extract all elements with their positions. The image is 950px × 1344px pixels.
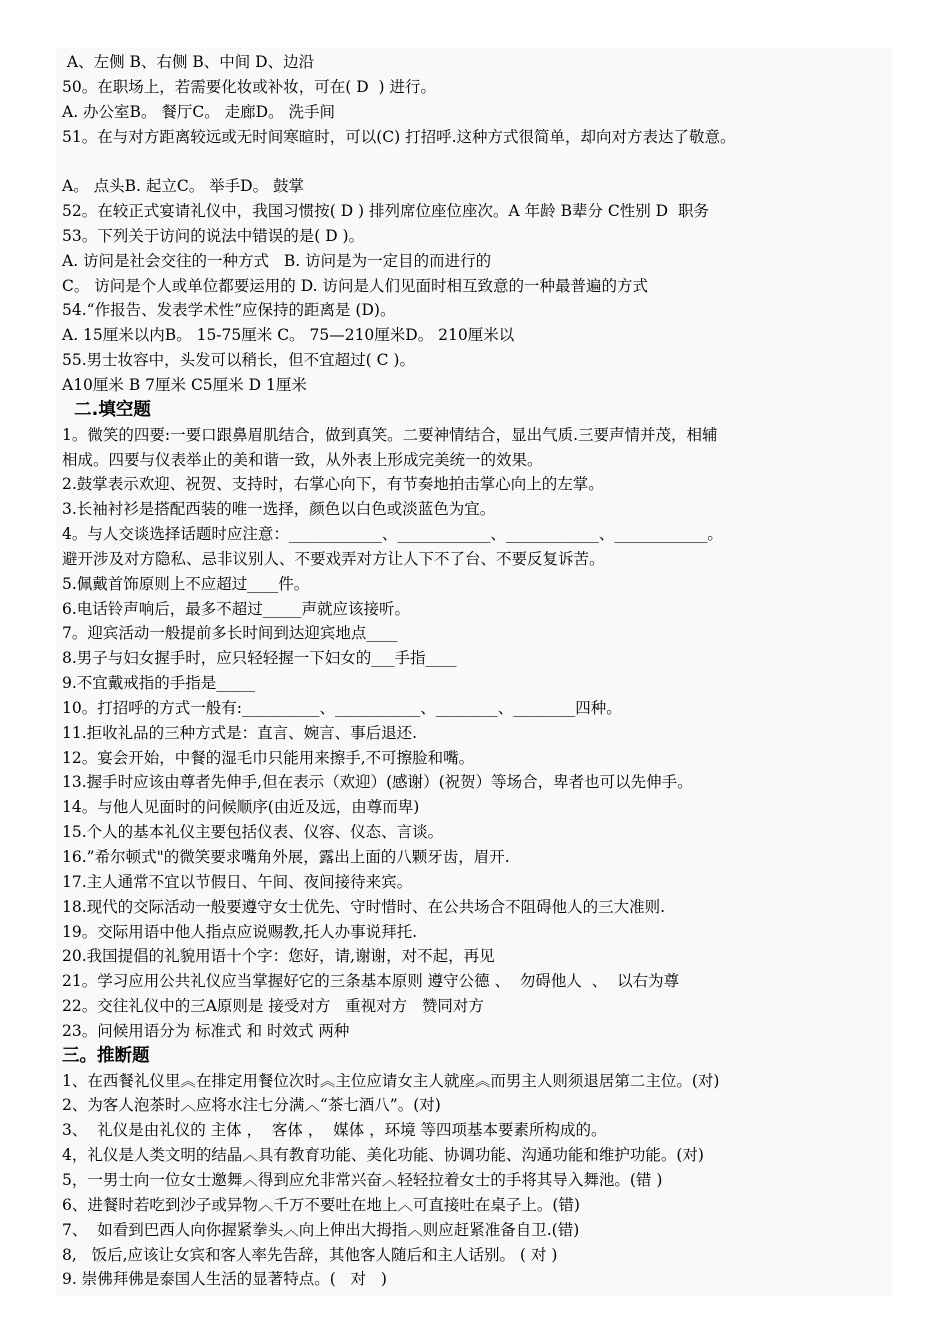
fill-item-1-continued: 相成。四要与仪表举止的美和谐一致，从外表上形成完美统一的效果。 [62,450,543,469]
fill-item-4: 4。与人交谈选择话题时应注意：____________、____________、____________、____________。 [62,525,723,544]
fill-item-17: 17.主人通常不宜以节假日、午间、夜间接待来宾。 [62,872,413,891]
fill-item-12: 12。宴会开始，中餐的湿毛巾只能用来擦手,不可擦脸和嘴。 [62,748,475,767]
question-54: 54.“作报告、发表学术性”应保持的距离是 (D)。 [62,301,396,320]
fill-item-10: 10。打招呼的方式一般有:__________、___________、________、________四种。 [62,698,622,717]
fill-item-11: 11.拒收礼品的三种方式是：直言、婉言、事后退还. [62,723,418,742]
fill-item-4-continued: 避开涉及对方隐私、忌非议别人、不要戏弄对方让人下不了台、不要反复诉苦。 [62,549,605,568]
judgment-item-1: 1、在西餐礼仪里︽在排定用餐位次时︽主位应请女主人就座︽而男主人则须退居第二主位。(对) [62,1071,720,1090]
question-53-options-ab: A. 访问是社会交往的一种方式 B. 访问是为一定目的而进行的 [62,251,492,270]
judgment-item-5: 5，一男士向一位女士邀舞︿得到应允非常兴奋︿轻轻拉着女士的手将其导入舞池。(错 ) [62,1170,663,1189]
fill-item-21: 21。学习应用公共礼仪应当掌握好它的三条基本原则 遵守公德 、 勿碍他人 、 以右为尊 [62,972,680,991]
fill-item-13: 13.握手时应该由尊者先伸手,但在表示（欢迎）(感谢）(祝贺）等场合，卑者也可以先伸手。 [62,773,693,792]
fill-item-14: 14。与他人见面时的问候顺序(由近及远，由尊而卑) [62,798,420,817]
fill-item-16: 16.”希尔顿式"的微笑要求嘴角外展，露出上面的八颗牙齿，眉开. [62,848,510,866]
fill-item-3: 3.长袖衬衫是搭配西装的唯一选择，颜色以白色或淡蓝色为宜。 [62,500,496,519]
section-heading-judgment: 三。推断题 [62,1045,150,1066]
fill-item-5: 5.佩戴首饰原则上不应超过____件。 [62,574,310,593]
question-49-options: A、左侧 B、右侧 B、中间 D、边沿 [62,53,315,71]
question-50: 50。在职场上，若需要化妆或补妆，可在( D ) 进行。 [62,77,436,96]
question-53-options-cd: C。 访问是个人或单位都要运用的 D. 访问是人们见面时相互致意的一种最普遍的方式 [62,276,648,295]
fill-item-8: 8.男子与妇女握手时，应只轻轻握一下妇女的___手指____ [62,649,457,668]
question-55-options: A10厘米 B 7厘米 C5厘米 D 1厘米 [62,375,307,394]
judgment-item-6: 6、进餐时若吃到沙子或异物︿千万不要吐在地上︿可直接吐在桌子上。(错) [62,1195,580,1214]
judgment-item-3: 3、 礼仪是由礼仪的 主体 ， 客体 ， 媒体 ，环境 等四项基本要素所构成的。 [62,1121,607,1140]
fill-item-22: 22。交往礼仪中的三A原则是 接受对方 重视对方 赞同对方 [62,997,484,1016]
fill-item-23: 23。问候用语分为 标准式 和 时效式 两种 [62,1021,350,1040]
fill-item-20: 20.我国提倡的礼貌用语十个字：您好，请,谢谢，对不起，再见 [62,947,495,966]
fill-item-15: 15.个人的基本礼仪主要包括仪表、仪容、仪态、言谈。 [62,823,444,842]
section-heading-fill-in: 二.填空题 [62,399,151,420]
fill-item-7: 7。迎宾活动一般提前多长时间到达迎宾地点____ [62,624,398,643]
judgment-item-2: 2、为客人泡茶时︿应将水注七分满︿“茶七酒八”。(对) [62,1096,441,1115]
fill-item-18: 18.现代的交际活动一般要遵守女士优先、守时惜时、在公共场合不阻碍他人的三大准则. [62,897,666,916]
fill-item-1: 1。微笑的四要:一要口跟鼻眉肌结合，做到真笑。二要神情结合，显出气质.三要声情并茂，相辅 [62,425,718,444]
question-51-options: A。 点头B. 起立C。 举手D。 鼓掌 [62,177,305,196]
document-content [62,50,902,1292]
fill-item-2: 2.鼓掌表示欢迎、祝贺、支持时，右掌心向下，有节奏地拍击掌心向上的左掌。 [62,475,604,494]
fill-item-6: 6.电话铃声响后，最多不超过_____声就应该接听。 [62,599,411,618]
question-53: 53。下列关于访问的说法中错误的是( D )。 [62,226,365,245]
blank-line [62,149,902,174]
question-50-options: A. 办公室B。 餐厅C。 走廊D。 洗手间 [62,102,336,121]
question-55: 55.男士妆容中，头发可以稍长，但不宜超过( C )。 [62,351,415,370]
judgment-item-8: 8, 饭后,应该让女宾和客人率先告辞，其他客人随后和主人话别。 ( 对 ) [62,1245,558,1264]
judgment-item-7: 7、 如看到巴西人向你握紧拳头︿向上伸出大拇指︿则应赶紧准备自卫.(错) [62,1220,580,1239]
question-51: 51。在与对方距离较远或无时间寒暄时，可以(C) 打招呼.这种方式很简单，却向对方表达了敬意。 [62,127,736,146]
question-54-options: A. 15厘米以内B。 15-75厘米 C。 75—210厘米D。 210厘米以 [62,326,515,345]
judgment-item-4: 4，礼仪是人类文明的结晶︿具有教育功能、美化功能、协调功能、沟通功能和维护功能。(对) [62,1146,704,1165]
question-52: 52。在较正式宴请礼仪中，我国习惯按( D ) 排列席位座位座次。A 年龄 B辈分 C性别 D 职务 [62,202,709,221]
fill-item-9: 9.不宜戴戒指的手指是_____ [62,674,256,693]
judgment-item-9: 9. 崇佛拜佛是泰国人生活的显著特点。( 对 ) [62,1270,387,1289]
fill-item-19: 19。交际用语中他人指点应说赐教,托人办事说拜托. [62,922,418,941]
